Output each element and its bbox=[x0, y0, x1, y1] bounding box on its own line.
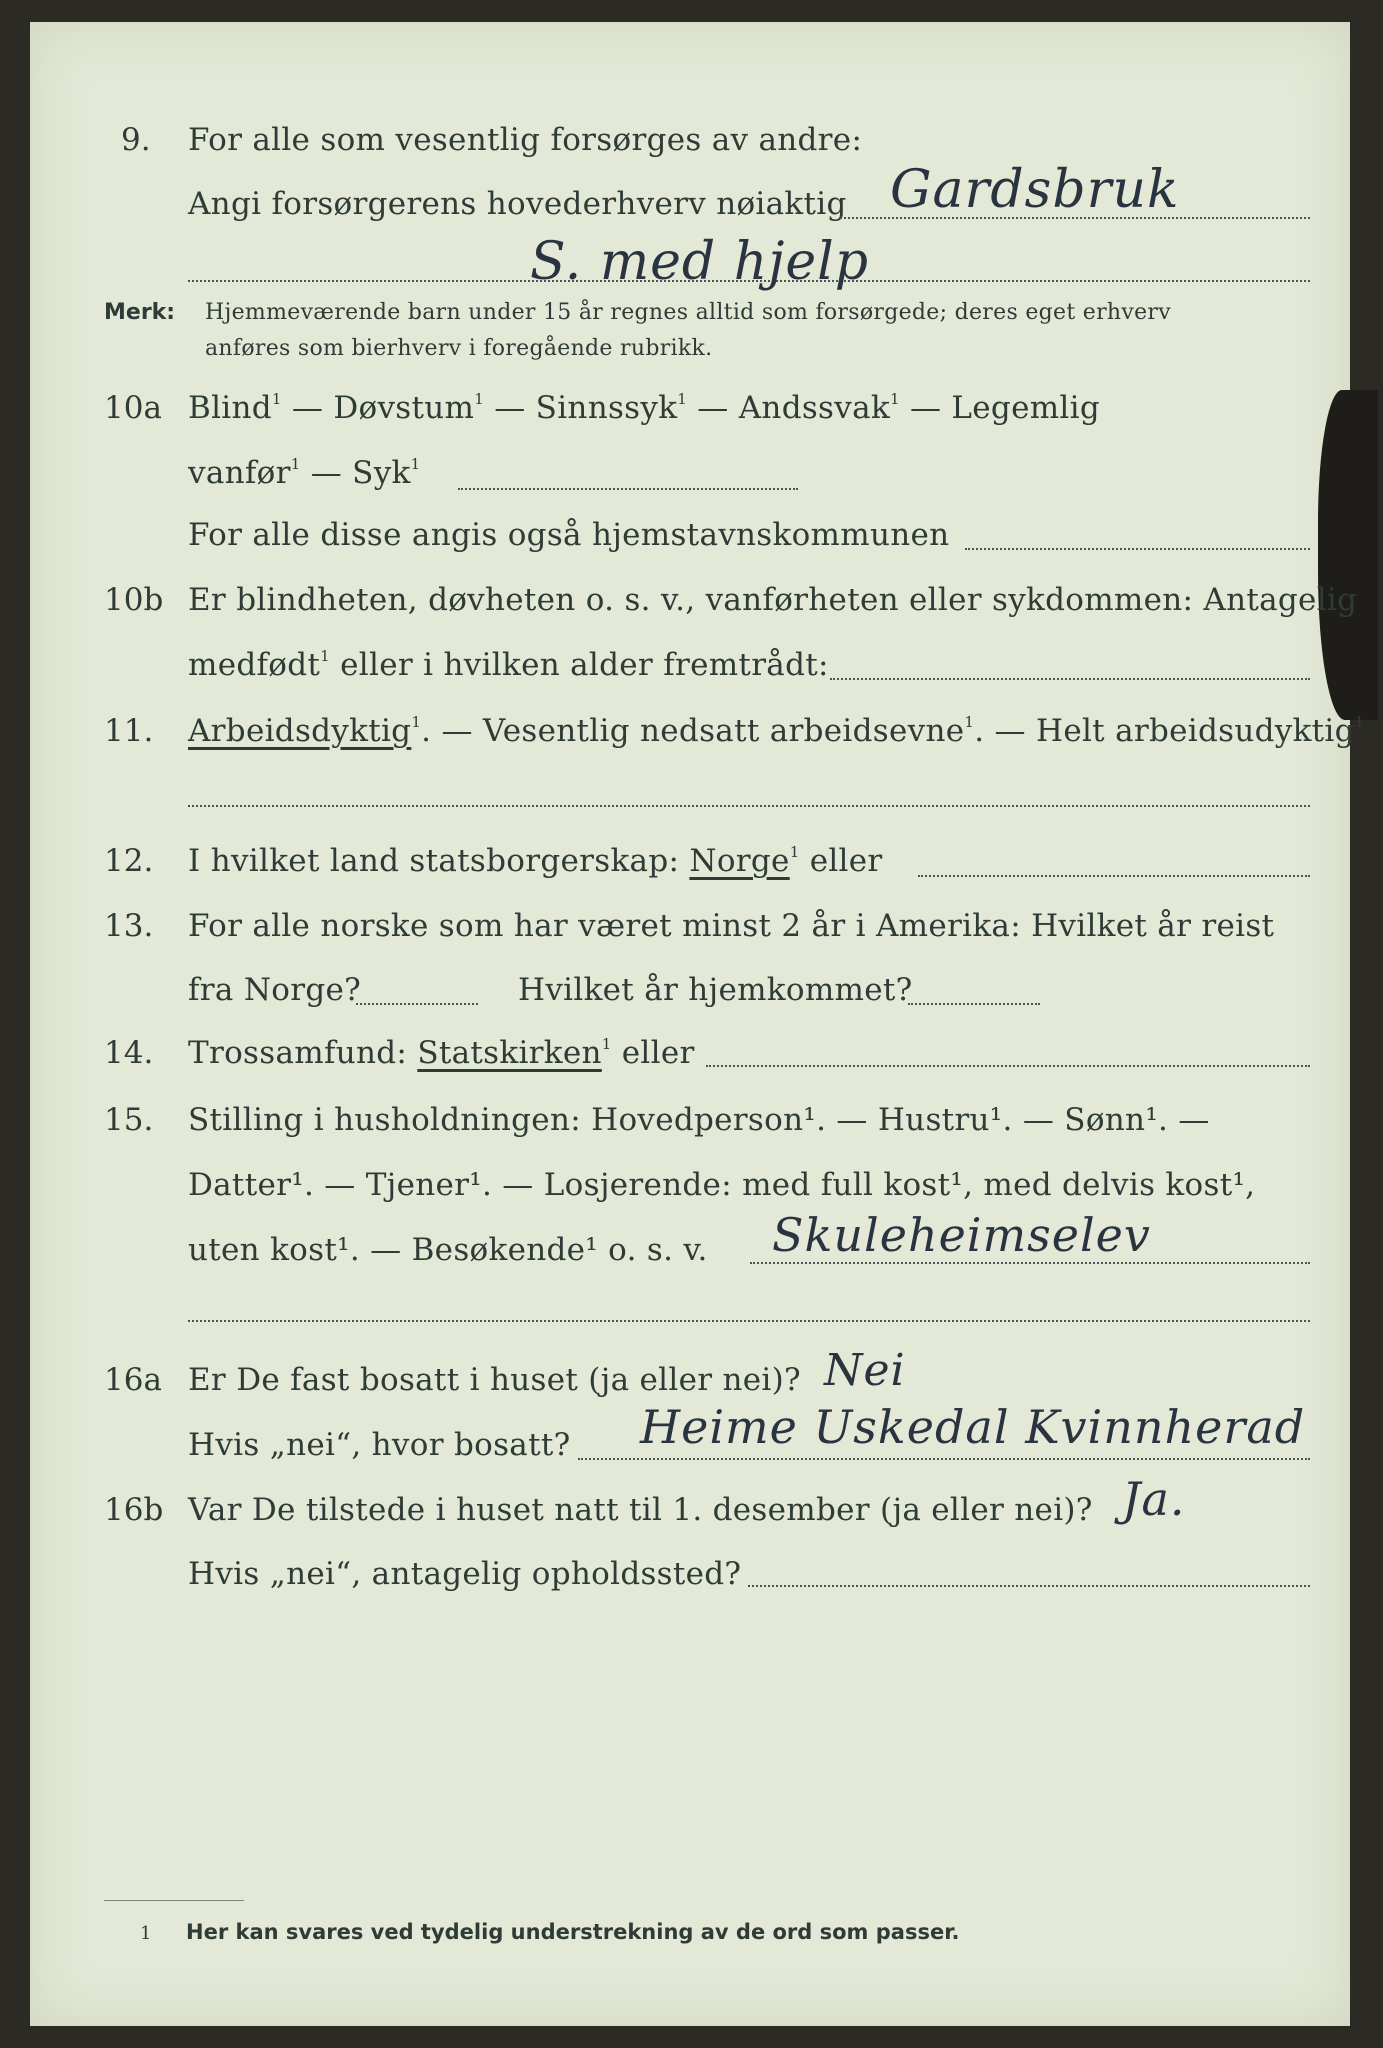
opt-udyktig[interactable]: . — Helt arbeidsudyktig bbox=[974, 713, 1355, 749]
opt-sinnssyk[interactable]: — Sinnssyk bbox=[484, 390, 678, 426]
q12-number: 12. bbox=[104, 843, 154, 879]
q12-line: I hvilket land statsborgerskap: Norge$^1$ eller bbox=[188, 843, 883, 879]
opt-arbeidsdyktig[interactable]: Arbeidsdyktig bbox=[188, 713, 412, 749]
q10b-answer-line bbox=[830, 678, 1310, 680]
q16a-answer-line bbox=[578, 1458, 1310, 1460]
opt-syk[interactable]: — Syk bbox=[300, 455, 411, 491]
footnote-rule bbox=[104, 1900, 244, 1901]
q16a-line1: Er De fast bosatt i huset (ja eller nei)? bbox=[188, 1362, 801, 1398]
q10b-number: 10b bbox=[104, 582, 164, 618]
q10a-line3: For alle disse angis også hjemstavnskommunen bbox=[188, 517, 950, 553]
q15-line2: Datter¹. — Tjener¹. — Losjerende: med full kost¹, med delvis kost¹, bbox=[188, 1167, 1256, 1203]
q14-text: Trossamfund: bbox=[188, 1035, 408, 1071]
q9-line2: Angi forsørgerens hovederhverv nøiaktig bbox=[188, 186, 847, 222]
q16a-answer2-handwritten: Heime Uskedal Kvinnherad bbox=[640, 1400, 1306, 1454]
q11-line: Arbeidsdyktig$^1$. — Vesentlig nedsatt arbeidsevne$^1$. — Helt arbeidsudyktig$^1$ bbox=[188, 713, 1365, 749]
q10a-syk-line bbox=[458, 488, 798, 490]
q13-reist-line bbox=[356, 1003, 478, 1005]
q13-number: 13. bbox=[104, 908, 154, 944]
opt-vanfor[interactable]: vanfør bbox=[188, 455, 291, 491]
opt-blind[interactable]: Blind bbox=[188, 390, 272, 426]
q9-line1: For alle som vesentlig forsørges av andre: bbox=[188, 122, 863, 158]
q12-answer-line bbox=[918, 875, 1310, 877]
q10a-line1: Blind$^1$ — Døvstum$^1$ — Sinnssyk$^1$ — Andssvak$^1$ — Legemlig bbox=[188, 390, 1100, 426]
q16a-answer1-handwritten: Nei bbox=[824, 1345, 906, 1396]
opt-andssvak[interactable]: — Andssvak bbox=[687, 390, 890, 426]
q11-answer-line bbox=[188, 805, 1310, 807]
q16b-line2: Hvis „nei“, antagelig opholdssted? bbox=[188, 1556, 742, 1592]
merk-line2: anføres som bierhverv i foregående rubrikk. bbox=[205, 336, 713, 361]
q12-tail: eller bbox=[799, 843, 883, 879]
q16a-number: 16a bbox=[104, 1362, 162, 1398]
opt-norge[interactable]: Norge bbox=[689, 843, 790, 879]
q15-line3: uten kost¹. — Besøkende¹ o. s. v. bbox=[188, 1232, 708, 1268]
q14-line: Trossamfund: Statskirken$^1$ eller bbox=[188, 1035, 695, 1071]
q14-answer-line bbox=[706, 1065, 1310, 1067]
q13-line2a: fra Norge? bbox=[188, 972, 362, 1008]
q13-line1: For alle norske som har været minst 2 år i Amerika: Hvilket år reist bbox=[188, 908, 1275, 944]
q16b-number: 16b bbox=[104, 1492, 164, 1528]
q10a-number: 10a bbox=[104, 390, 162, 426]
q9-answer1-handwritten: Gardsbruk bbox=[890, 160, 1180, 220]
footnote-text: Her kan svares ved tydelig understrekning av de ord som passer. bbox=[186, 1920, 960, 1944]
q13-line2b: Hvilket år hjemkommet? bbox=[518, 972, 913, 1008]
q15-answer-line2 bbox=[188, 1320, 1310, 1322]
opt-legemlig[interactable]: — Legemlig bbox=[899, 390, 1100, 426]
q14-tail: eller bbox=[611, 1035, 695, 1071]
q16b-answer1-handwritten: Ja. bbox=[1122, 1472, 1186, 1526]
q15-answer-handwritten: Skuleheimselev bbox=[772, 1208, 1151, 1262]
q10b-line1: Er blindheten, døvheten o. s. v., vanførheten eller sykdommen: Antagelig bbox=[188, 582, 1358, 618]
q14-number: 14. bbox=[104, 1035, 154, 1071]
opt-statskirken[interactable]: Statskirken bbox=[417, 1035, 602, 1071]
q9-number: 9. bbox=[121, 122, 151, 158]
q10b-alder-text: eller i hvilken alder fremtrådt: bbox=[329, 647, 829, 683]
opt-medfodt[interactable]: medfødt bbox=[188, 647, 321, 683]
q10a-line2: vanfør$^1$ — Syk$^1$ bbox=[188, 455, 421, 491]
q12-text: I hvilket land statsborgerskap: bbox=[188, 843, 680, 879]
torn-edge bbox=[1318, 390, 1378, 720]
q13-hjemkommet-line bbox=[908, 1003, 1040, 1005]
q16a-line2: Hvis „nei“, hvor bosatt? bbox=[188, 1427, 571, 1463]
q9-answer2-handwritten: S. med hjelp bbox=[530, 232, 870, 292]
q11-number: 11. bbox=[104, 713, 154, 749]
q15-line1: Stilling i husholdningen: Hovedperson¹. — Hustru¹. — Sønn¹. — bbox=[188, 1102, 1210, 1138]
q10b-line2: medfødt$^1$ eller i hvilken alder fremtrådt: bbox=[188, 647, 829, 683]
footnote-mark: 1 bbox=[140, 1923, 152, 1944]
merk-label: Merk: bbox=[104, 300, 176, 325]
merk-line1: Hjemmeværende barn under 15 år regnes alltid som forsørgede; deres eget erhverv bbox=[205, 300, 1171, 325]
opt-dovstum[interactable]: — Døvstum bbox=[281, 390, 475, 426]
q15-answer-line bbox=[750, 1262, 1310, 1264]
opt-nedsatt[interactable]: . — Vesentlig nedsatt arbeidsevne bbox=[421, 713, 965, 749]
q10a-hjemstavn-line bbox=[965, 548, 1310, 550]
q16b-answer-line bbox=[748, 1585, 1310, 1587]
q15-number: 15. bbox=[104, 1102, 154, 1138]
q16b-line1: Var De tilstede i huset natt til 1. desember (ja eller nei)? bbox=[188, 1492, 1093, 1528]
